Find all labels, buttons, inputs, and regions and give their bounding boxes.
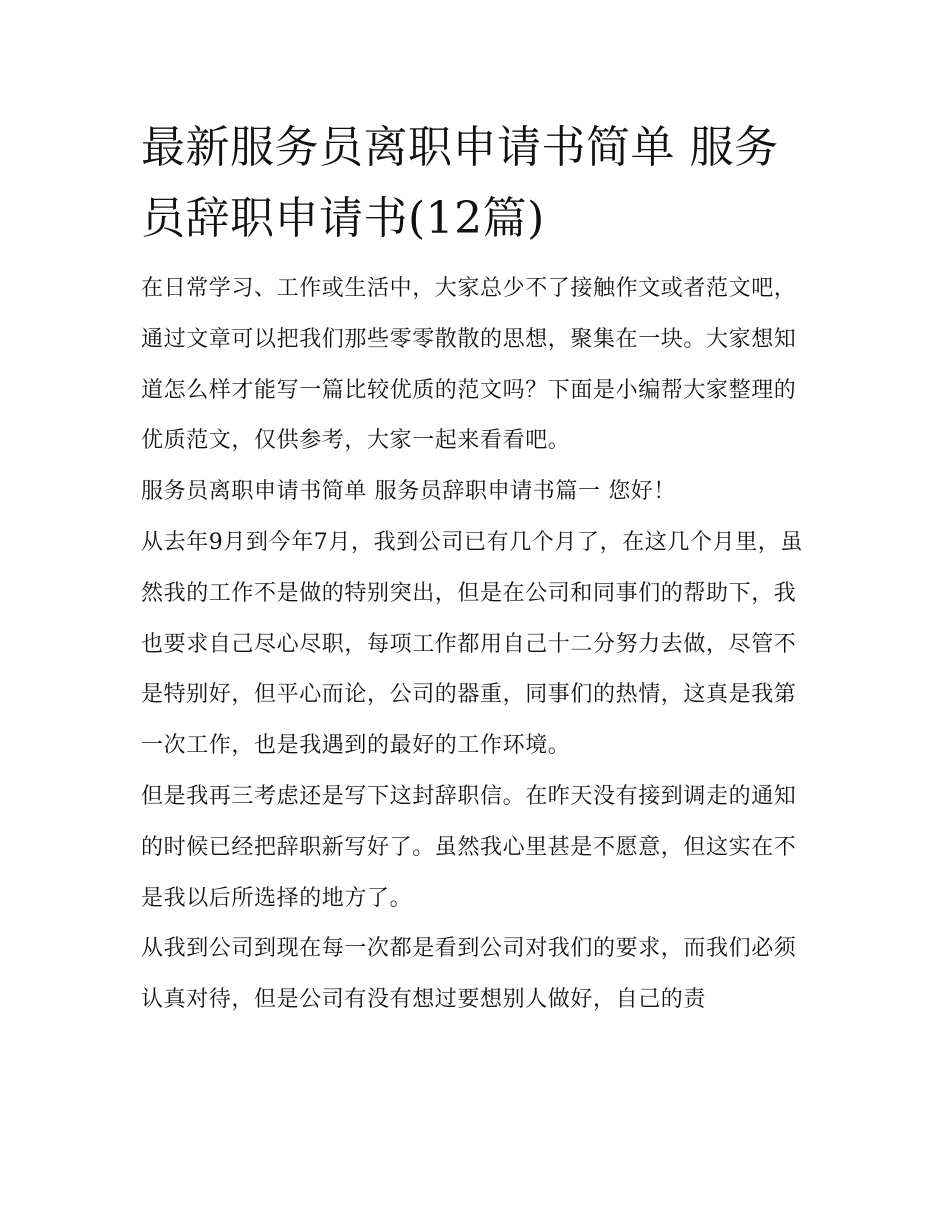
paragraph-section-heading: 服务员离职申请书简单 服务员辞职申请书篇一 您好！ (141, 479, 676, 505)
paragraph-body-1: 从去年9月到今年7月，我到公司已有几个月了，在这几个月里，虽然我的工作不是做的特别突出，但是在公司和同事们的帮助下，我也要求自己尽心尽职，每项工作都用自己十二分努力去做，尽管不是特别好，但平心而论，公司的器重，同事们的热情，这真是我第一次工作，也是我遇到的最好的工作环境。 (141, 529, 803, 759)
paragraph-body-2: 但是我再三考虑还是写下这封辞职信。在昨天没有接到调走的通知的时候已经把辞职新写好了。虽然我心里甚是不愿意，但这实在不是我以后所选择的地方了。 (141, 783, 797, 911)
paragraph-intro: 在日常学习、工作或生活中，大家总少不了接触作文或者范文吧，通过文章可以把我们那些零零散散的思想，聚集在一块。大家想知道怎么样才能写一篇比较优质的范文吗？下面是小编帮大家整理的优质范文，仅供参考，大家一起来看看吧。 (141, 276, 797, 454)
document-body (141, 112, 816, 1026)
document-title: 最新服务员离职申请书简单 服务员辞职申请书(12篇) (141, 122, 779, 244)
paragraph-body-3: 从我到公司到现在每一次都是看到公司对我们的要求，而我们必须认真对待，但是公司有没有想过要想别人做好，自己的责 (141, 936, 797, 1013)
